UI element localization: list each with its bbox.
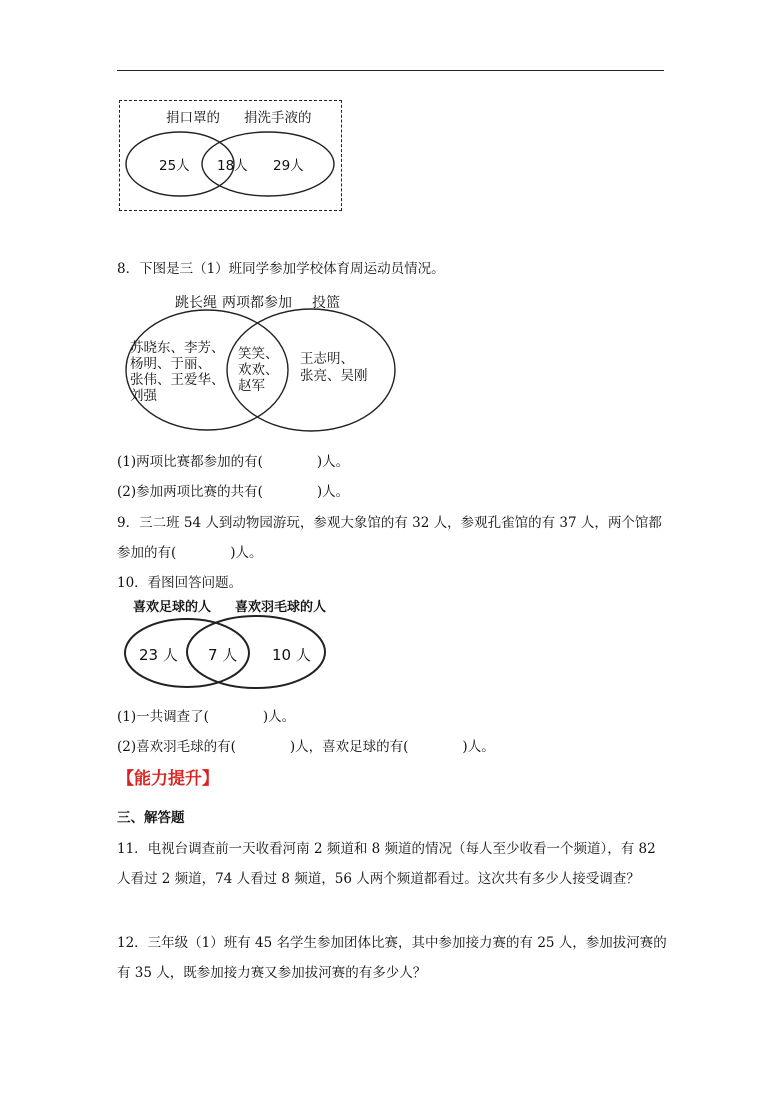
q8-middle-name-line: 笑笑、 (238, 346, 279, 362)
q10-middle-value: 7 人 (208, 646, 238, 664)
q10-right-label: 喜欢羽毛球的人 (235, 600, 327, 615)
q8-left-name-line: 张伟、王爱华、 (130, 372, 225, 388)
q12-line-2: 有 35 人，既参加接力赛又参加拔河赛的有多少人？ (117, 965, 427, 981)
q10-left-label: 喜欢足球的人 (133, 600, 212, 615)
q8-left-name-line: 刘强 (130, 388, 157, 404)
venn1-middle-value: 18人 (217, 158, 248, 174)
q8-middle-name-line: 赵军 (238, 378, 265, 394)
q8-right-label: 投篮 (312, 295, 340, 311)
q9-line-1: 9．三二班 54 人到动物园游玩，参观大象馆的有 32 人，参观孔雀馆的有 37 人，两个馆都 (117, 515, 662, 531)
q8-right-name-line: 王志明、 (300, 351, 354, 367)
q10-stem: 10．看图回答问题。 (117, 575, 243, 591)
q8-middle-label: 两项都参加 (222, 295, 292, 311)
q8-left-name-line: 苏晓东、李芳、 (130, 340, 225, 356)
subsection-title: 三、解答题 (117, 810, 185, 826)
q10-subquestion-2: (2)喜欢羽毛球的有( )人，喜欢足球的有( )人。 (117, 739, 495, 755)
q8-right-name-line: 张亮、吴刚 (300, 368, 368, 384)
venn1-left-label: 捐口罩的 (166, 110, 220, 126)
section-title: 【能力提升】 (117, 769, 219, 789)
q8-middle-name-line: 欢欢、 (238, 362, 279, 378)
q10-subquestion-1: (1)一共调查了( )人。 (117, 709, 296, 725)
q8-left-name-line: 杨明、于丽、 (130, 356, 211, 372)
venn1-right-value: 29人 (273, 158, 304, 174)
q10-right-value: 10 人 (272, 646, 311, 664)
q11-line-1: 11．电视台调查前一天收看河南 2 频道和 8 频道的情况（每人至少收看一个频道），有 82 (117, 841, 656, 857)
q8-stem: 8．下图是三（1）班同学参加学校体育周运动员情况。 (117, 261, 445, 277)
q8-subquestion-2: (2)参加两项比赛的共有( )人。 (117, 484, 350, 500)
q12-line-1: 12．三年级（1）班有 45 名学生参加团体比赛，其中参加接力赛的有 25 人，参加拔河赛的 (117, 935, 667, 951)
q9-line-2: 参加的有( )人。 (117, 545, 263, 561)
q10-left-value: 23 人 (139, 646, 178, 664)
q8-left-label: 跳长绳 (175, 295, 217, 311)
venn1-right-label: 捐洗手液的 (244, 110, 312, 126)
q8-subquestion-1: (1)两项比赛都参加的有( )人。 (117, 454, 350, 470)
q11-line-2: 人看过 2 频道，74 人看过 8 频道，56 人两个频道都看过。这次共有多少人接受调查？ (117, 871, 640, 887)
venn1-left-value: 25人 (159, 158, 190, 174)
